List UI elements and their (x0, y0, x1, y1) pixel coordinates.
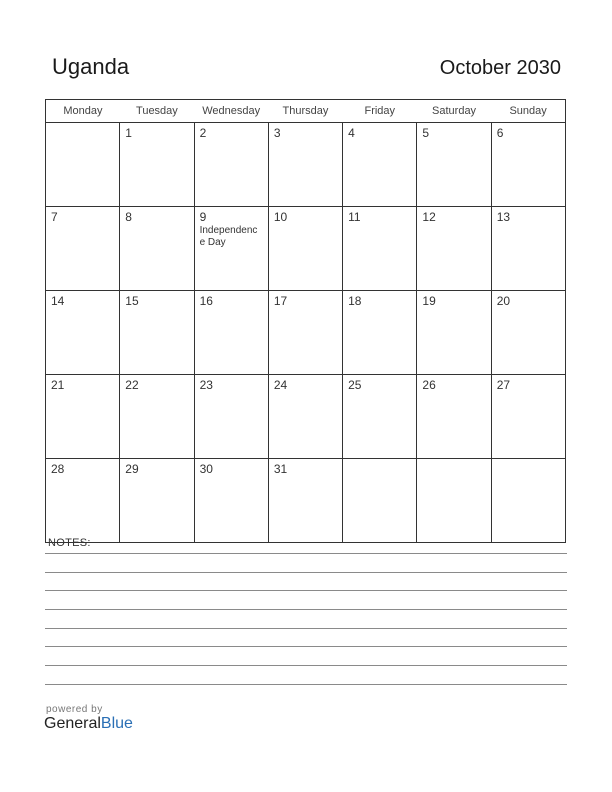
day-cell (417, 207, 491, 291)
day-number: 25 (348, 378, 362, 392)
day-number: 6 (496, 126, 504, 140)
powered-by-text: powered by (46, 704, 103, 715)
day-cell (194, 123, 268, 207)
day-cell (194, 207, 268, 291)
week-row-4 (46, 375, 566, 459)
day-cell (120, 123, 194, 207)
day-number: 24 (273, 378, 288, 392)
day-number: 14 (51, 294, 65, 308)
day-cell (120, 207, 194, 291)
weekday-tuesday: Tuesday (120, 100, 194, 123)
day-cell (120, 291, 194, 375)
notes-line (45, 665, 567, 666)
generalblue-logo (44, 704, 133, 733)
notes-line (45, 628, 567, 629)
day-cell (268, 459, 342, 543)
holiday-label: Independence Day (199, 225, 258, 248)
day-cell (194, 291, 268, 375)
weekday-thursday: Thursday (268, 100, 342, 123)
day-cell (491, 123, 565, 207)
day-cell (417, 459, 491, 543)
day-number: 4 (348, 126, 355, 140)
brand-name-part1: General (44, 715, 101, 732)
day-number: 15 (125, 294, 139, 308)
day-number: 2 (199, 126, 207, 140)
day-cell (417, 375, 491, 459)
day-number: 9 (199, 210, 207, 224)
day-cell (491, 207, 565, 291)
day-cell (268, 375, 342, 459)
day-cell (343, 459, 417, 543)
weekday-friday: Friday (343, 100, 417, 123)
notes-line (45, 684, 567, 685)
day-number: 12 (422, 210, 436, 224)
brand-name (44, 715, 133, 733)
day-cell (343, 291, 417, 375)
day-cell (46, 123, 120, 207)
day-number: 17 (273, 294, 288, 308)
notes-line (45, 553, 567, 554)
day-number: 23 (199, 378, 213, 392)
day-number: 18 (348, 294, 362, 308)
day-number: 21 (51, 378, 65, 392)
calendar-grid (45, 99, 566, 543)
day-number: 28 (51, 462, 65, 476)
day-cell (491, 459, 565, 543)
day-number: 19 (422, 294, 436, 308)
day-number: 13 (496, 210, 511, 224)
day-number: 16 (199, 294, 213, 308)
day-cell (343, 123, 417, 207)
day-cell (417, 291, 491, 375)
day-number: 8 (125, 210, 132, 224)
day-number: 20 (496, 294, 511, 308)
day-cell (46, 291, 120, 375)
notes-line (45, 572, 567, 573)
weekday-saturday: Saturday (417, 100, 491, 123)
weekday-sunday: Sunday (491, 100, 565, 123)
day-number: 1 (125, 126, 132, 140)
month-year-title: October 2030 (439, 57, 561, 79)
day-number: 27 (496, 378, 511, 392)
day-cell (491, 375, 565, 459)
day-cell (46, 207, 120, 291)
day-cell (268, 123, 342, 207)
day-cell (46, 459, 120, 543)
day-number: 11 (348, 210, 361, 224)
week-row-1 (46, 123, 566, 207)
day-cell (343, 207, 417, 291)
day-number: 31 (273, 462, 288, 476)
day-number: 22 (125, 378, 139, 392)
day-cell (120, 375, 194, 459)
day-number: 26 (422, 378, 436, 392)
day-number: 3 (273, 126, 281, 140)
day-cell (194, 375, 268, 459)
day-number: 10 (273, 210, 288, 224)
notes-line (45, 646, 567, 647)
week-row-3 (46, 291, 566, 375)
country-title: Uganda (52, 54, 130, 79)
weekday-header-row (46, 100, 566, 123)
weekday-monday: Monday (46, 100, 120, 123)
notes-line (45, 609, 567, 610)
day-number: 5 (422, 126, 430, 140)
day-cell (194, 459, 268, 543)
day-number: 30 (199, 462, 213, 476)
day-number: 29 (125, 462, 139, 476)
day-cell (120, 459, 194, 543)
day-cell (491, 291, 565, 375)
day-cell (268, 291, 342, 375)
notes-line (45, 590, 567, 591)
day-cell (268, 207, 342, 291)
day-number: 7 (51, 210, 58, 224)
day-cell (417, 123, 491, 207)
day-cell (46, 375, 120, 459)
notes-label: NOTES: (48, 537, 91, 549)
week-row-5 (46, 459, 566, 543)
day-cell (343, 375, 417, 459)
brand-name-part2: Blue (100, 715, 133, 732)
weekday-wednesday: Wednesday (194, 100, 268, 123)
week-row-2 (46, 207, 566, 291)
